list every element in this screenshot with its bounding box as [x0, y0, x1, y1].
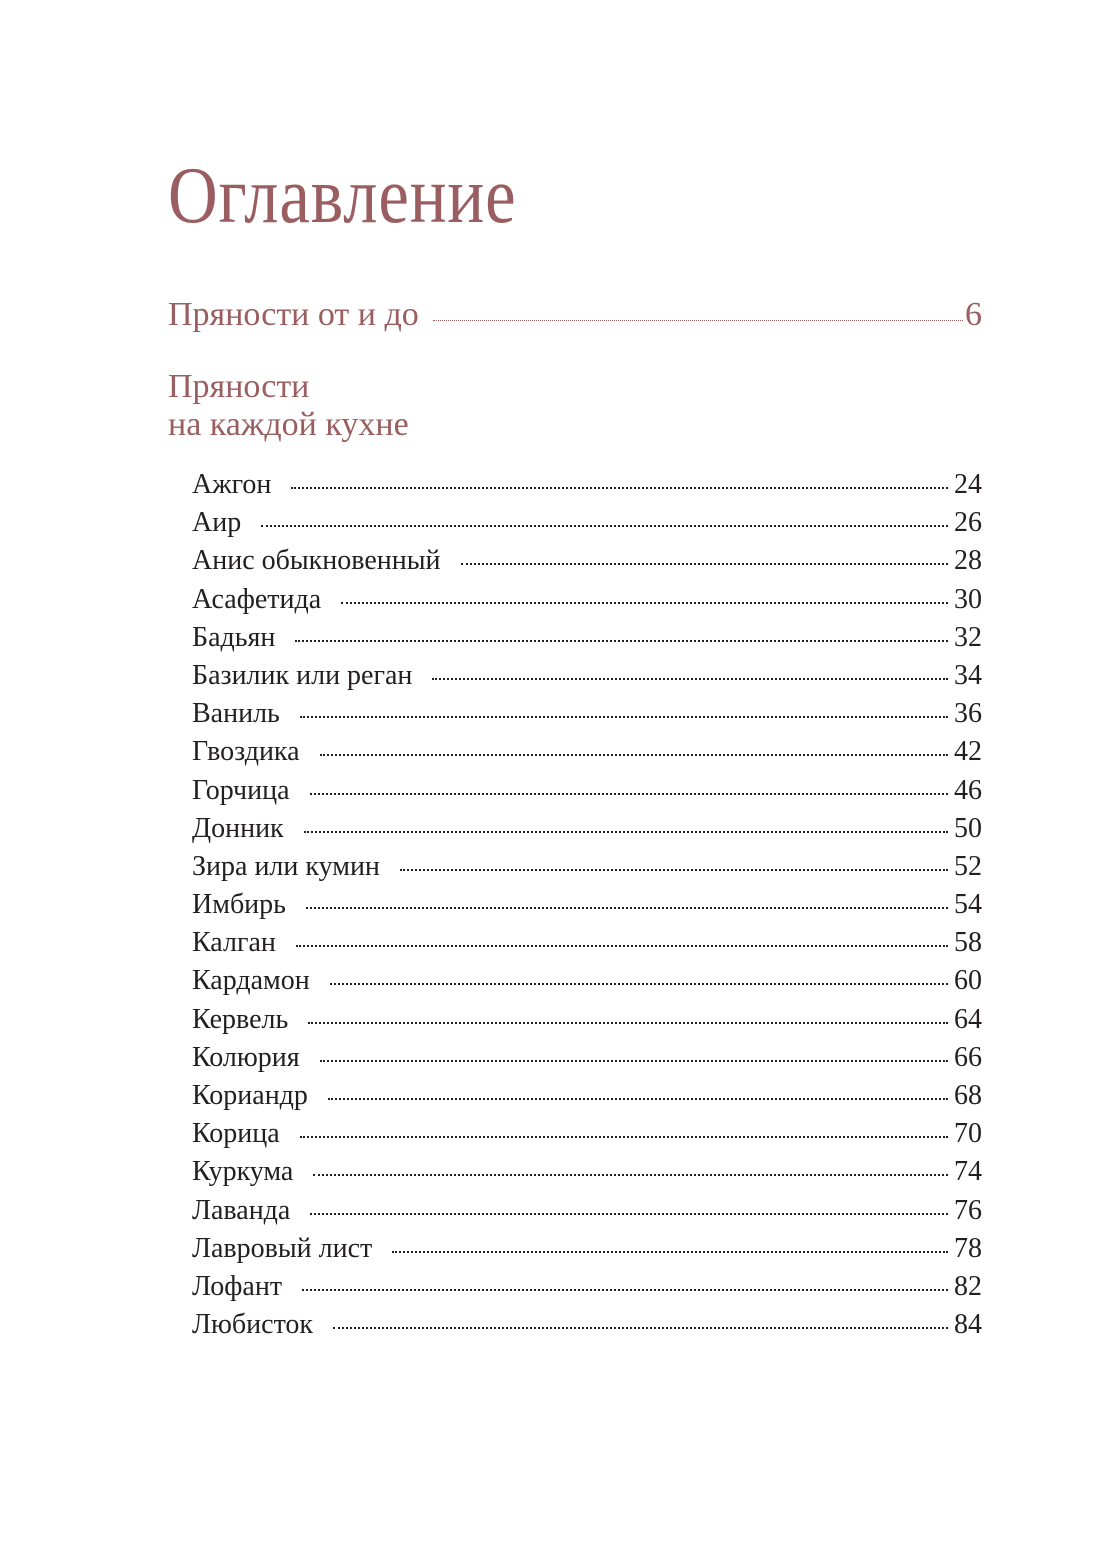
- toc-entry-title: Аир: [192, 507, 242, 539]
- toc-entry-title: Гвоздика: [192, 736, 300, 768]
- dot-leader: [310, 1213, 948, 1215]
- toc-entry-title: Анис обыкновенный: [192, 545, 441, 577]
- dot-leader: [333, 1327, 948, 1329]
- toc-entry-title: Бадьян: [192, 621, 276, 653]
- dot-leader: [320, 754, 948, 756]
- dot-leader: [392, 1251, 948, 1253]
- dot-leader: [304, 831, 948, 833]
- toc-entry[interactable]: [192, 733, 982, 771]
- dot-leader: [302, 1289, 948, 1291]
- toc-entry-page-number: 58: [954, 927, 982, 959]
- dot-leader: [291, 487, 948, 489]
- toc-entry-page-number: 64: [954, 1003, 982, 1035]
- dot-leader: [306, 907, 948, 909]
- toc-entry[interactable]: [192, 1115, 982, 1153]
- toc-entry[interactable]: [192, 772, 982, 810]
- toc-entry-title: Куркума: [192, 1156, 294, 1188]
- toc-entry-title: Ажгон: [192, 469, 272, 500]
- toc-section-heading-spices-in-every-kitchen: [168, 368, 409, 444]
- toc-entry-page-number: 50: [954, 812, 982, 844]
- toc-entry-page-number: 52: [954, 850, 982, 882]
- toc-entry[interactable]: [192, 542, 982, 580]
- toc-entry-page-number: 54: [954, 889, 982, 921]
- toc-entry-page-number: 42: [954, 736, 982, 768]
- toc-entry-title: Корица: [192, 1118, 280, 1150]
- toc-entry-page-number: 36: [954, 698, 982, 730]
- dot-leader: [313, 1174, 948, 1176]
- toc-entry[interactable]: [192, 1230, 982, 1268]
- toc-entry-page-number: 28: [954, 545, 982, 577]
- dot-leader: [300, 1136, 948, 1138]
- toc-entry-title: Кервель: [192, 1003, 289, 1035]
- toc-entry-page-number: 60: [954, 965, 982, 997]
- toc-entry-page-number: 46: [954, 774, 982, 806]
- toc-entry-page-number: 82: [954, 1270, 982, 1302]
- toc-entry-title: Лофант: [192, 1270, 283, 1302]
- toc-entry[interactable]: [192, 504, 982, 542]
- toc-entry-page-number: 32: [954, 621, 982, 653]
- dot-leader: [461, 563, 948, 565]
- toc-entry[interactable]: [192, 810, 982, 848]
- toc-entry[interactable]: [192, 466, 982, 504]
- dot-leader: [432, 678, 948, 680]
- toc-section-page-number: 6: [965, 296, 982, 333]
- toc-entry-page-number: 84: [954, 1309, 982, 1341]
- toc-entry[interactable]: [192, 581, 982, 619]
- toc-section-title: Пряности от и до: [168, 296, 419, 333]
- toc-entry-title: Донник: [192, 812, 284, 844]
- toc-entry-page-number: 26: [954, 507, 982, 539]
- dot-leader: [300, 716, 948, 718]
- dot-leader: [341, 602, 948, 604]
- toc-entry[interactable]: [192, 1001, 982, 1039]
- toc-entry-title: Колюрия: [192, 1041, 300, 1073]
- dot-leader: [308, 1022, 948, 1024]
- dot-leader: [400, 869, 948, 871]
- toc-entry[interactable]: [192, 1039, 982, 1077]
- toc-entry-page-number: 76: [954, 1194, 982, 1226]
- toc-entry-page-number: 34: [954, 659, 982, 691]
- toc-entry-page-number: 68: [954, 1080, 982, 1111]
- toc-entry-title: Базилик или реган: [192, 659, 413, 691]
- toc-entry[interactable]: [192, 848, 982, 886]
- toc-entry[interactable]: [192, 1153, 982, 1191]
- toc-entry[interactable]: [192, 962, 982, 1000]
- toc-entry[interactable]: [192, 924, 982, 962]
- section-heading-line-2: на каждой кухне: [168, 406, 409, 443]
- toc-entry-title: Лавровый лист: [192, 1232, 373, 1264]
- dot-leader: [310, 793, 948, 795]
- toc-entry-title: Любисток: [192, 1309, 314, 1341]
- page-title: Оглавление: [168, 152, 517, 240]
- dot-leader: [328, 1098, 948, 1100]
- toc-entry-page-number: 24: [954, 469, 982, 500]
- toc-entry-title: Калган: [192, 927, 276, 959]
- toc-entry[interactable]: [192, 1306, 982, 1344]
- toc-entry-page-number: 66: [954, 1041, 982, 1073]
- toc-entry-title: Ваниль: [192, 698, 280, 730]
- toc-entry-title: Зира или кумин: [192, 850, 380, 882]
- toc-entry[interactable]: [192, 657, 982, 695]
- toc-entry[interactable]: [192, 886, 982, 924]
- toc-entry[interactable]: [192, 1268, 982, 1306]
- toc-entry-page-number: 30: [954, 583, 982, 615]
- toc-entry-page-number: 78: [954, 1232, 982, 1264]
- toc-entry[interactable]: [192, 1077, 982, 1115]
- dot-leader: [433, 320, 963, 321]
- section-heading-line-1: Пряности: [168, 368, 310, 405]
- dot-leader: [320, 1060, 948, 1062]
- dot-leader: [330, 983, 948, 985]
- toc-entry[interactable]: [192, 695, 982, 733]
- toc-entry-list: [192, 466, 982, 1344]
- toc-entry-page-number: 74: [954, 1156, 982, 1188]
- toc-entry[interactable]: [192, 1192, 982, 1230]
- toc-entry-title: Кардамон: [192, 965, 310, 997]
- dot-leader: [296, 945, 948, 947]
- dot-leader: [261, 525, 948, 527]
- toc-entry[interactable]: [192, 619, 982, 657]
- toc-section-spices-overview[interactable]: [168, 292, 982, 338]
- dot-leader: [295, 640, 948, 642]
- toc-entry-title: Лаванда: [192, 1194, 291, 1226]
- toc-entry-page-number: 70: [954, 1118, 982, 1150]
- toc-entry-title: Асафетида: [192, 583, 322, 615]
- toc-entry-title: Горчица: [192, 774, 290, 806]
- toc-entry-title: Имбирь: [192, 889, 286, 921]
- toc-entry-title: Кориандр: [192, 1080, 308, 1111]
